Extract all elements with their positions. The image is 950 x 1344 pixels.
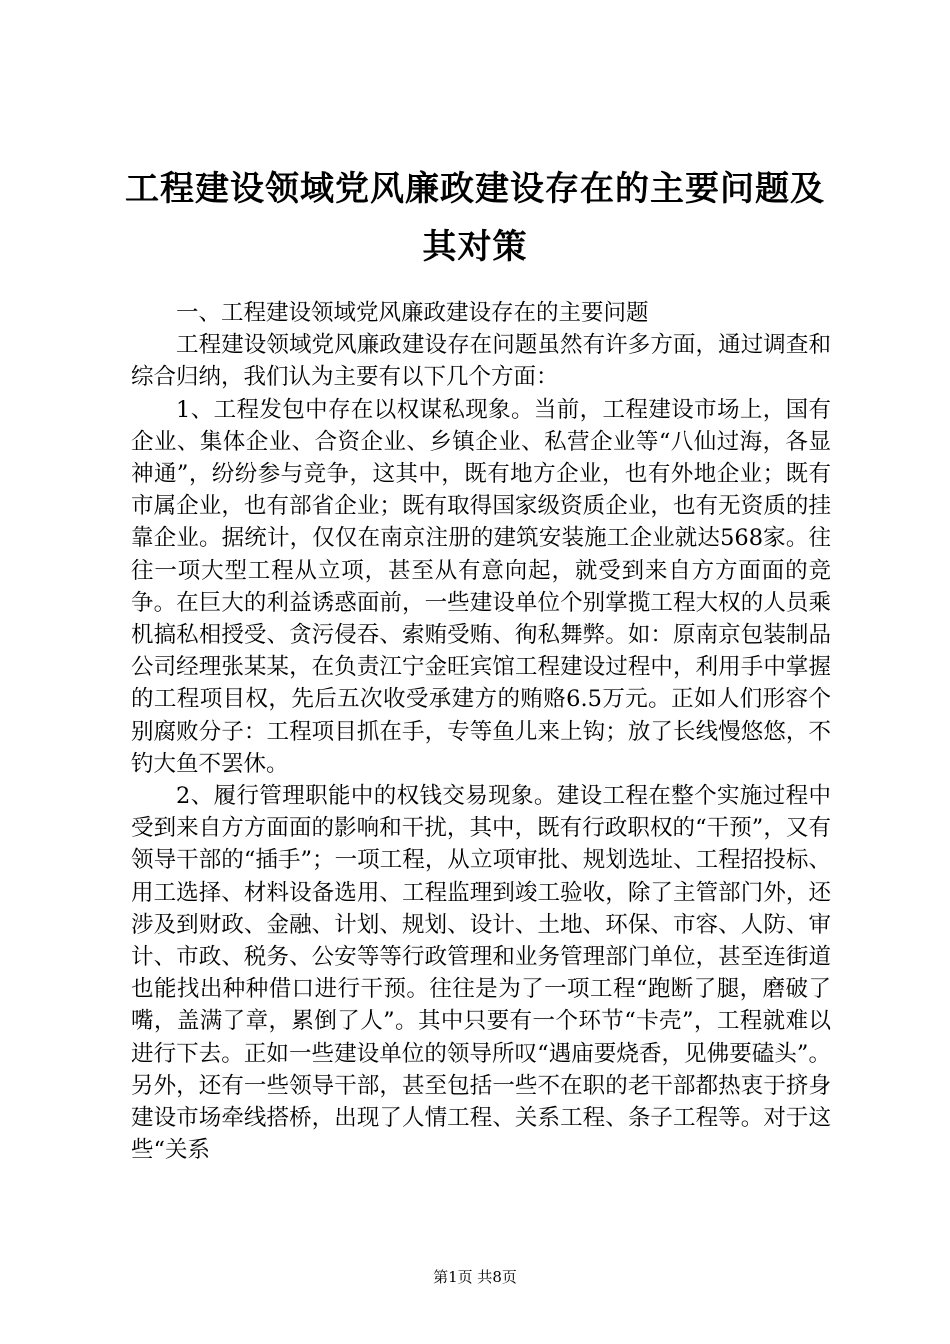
title-line-2: 其对策 <box>422 227 528 267</box>
paragraph-intro: 工程建设领域党风廉政建设存在问题虽然有许多方面，通过调查和综合归纳，我们认为主要有以下几个方面： <box>131 332 831 391</box>
title-line-1: 工程建设领域党风廉政建设存在的主要问题及 <box>125 169 825 209</box>
document-title <box>100 160 850 276</box>
page-number: 第1页 共8页 <box>433 1268 517 1286</box>
document-body <box>131 297 831 1166</box>
page-footer <box>0 1267 950 1287</box>
section-heading: 一、工程建设领域党风廉政建设存在的主要问题 <box>176 300 649 326</box>
paragraph-item-1: 1、工程发包中存在以权谋私现象。当前，工程建设市场上，国有企业、集体企业、合资企业、乡镇企业、私营企业等“八仙过海，各显神通”，纷纷参与竞争，这其中，既有地方企业，也有外地企业；既有市属企业，也有部省企业；既有取得国家级资质企业，也有无资质的挂靠企业。据统计，仅仅在南京注册的建筑安装施工企业就达568家。往往一项大型工程从立项，甚至从有意向起，就受到来自方方面面的竞争。在巨大的利益诱惑面前，一些建设单位个别掌揽工程大权的人员乘机搞私相授受、贪污侵吞、索贿受贿、徇私舞弊。如：原南京包装制品公司经理张某某，在负责江宁金旺宾馆工程建设过程中，利用手中掌握的工程项目权，先后五次收受承建方的贿赂6.5万元。正如人们形容个别腐败分子：工程项目抓在手，专等鱼儿来上钩；放了长线慢悠悠，不钓大鱼不罢休。 <box>131 396 831 777</box>
paragraph-item-2: 2、履行管理职能中的权钱交易现象。建设工程在整个实施过程中受到来自方方面面的影响和干扰，其中，既有行政职权的“干预”，又有领导干部的“插手”；一项工程，从立项审批、规划选址、工程招投标、用工选择、材料设备选用、工程监理到竣工验收，除了主管部门外，还涉及到财政、金融、计划、规划、设计、土地、环保、市容、人防、审计、市政、税务、公安等等行政管理和业务管理部门单位，甚至连街道也能找出种种借口进行干预。往往是为了一项工程“跑断了腿，磨破了嘴，盖满了章，累倒了人”。其中只要有一个环节“卡壳”，工程就难以进行下去。正如一些建设单位的领导所叹“遇庙要烧香，见佛要磕头”。另外，还有一些领导干部，甚至包括一些不在职的老干部都热衷于挤身建设市场牵线搭桥，出现了人情工程、关系工程、条子工程等。对于这些“关系 <box>131 783 831 1164</box>
